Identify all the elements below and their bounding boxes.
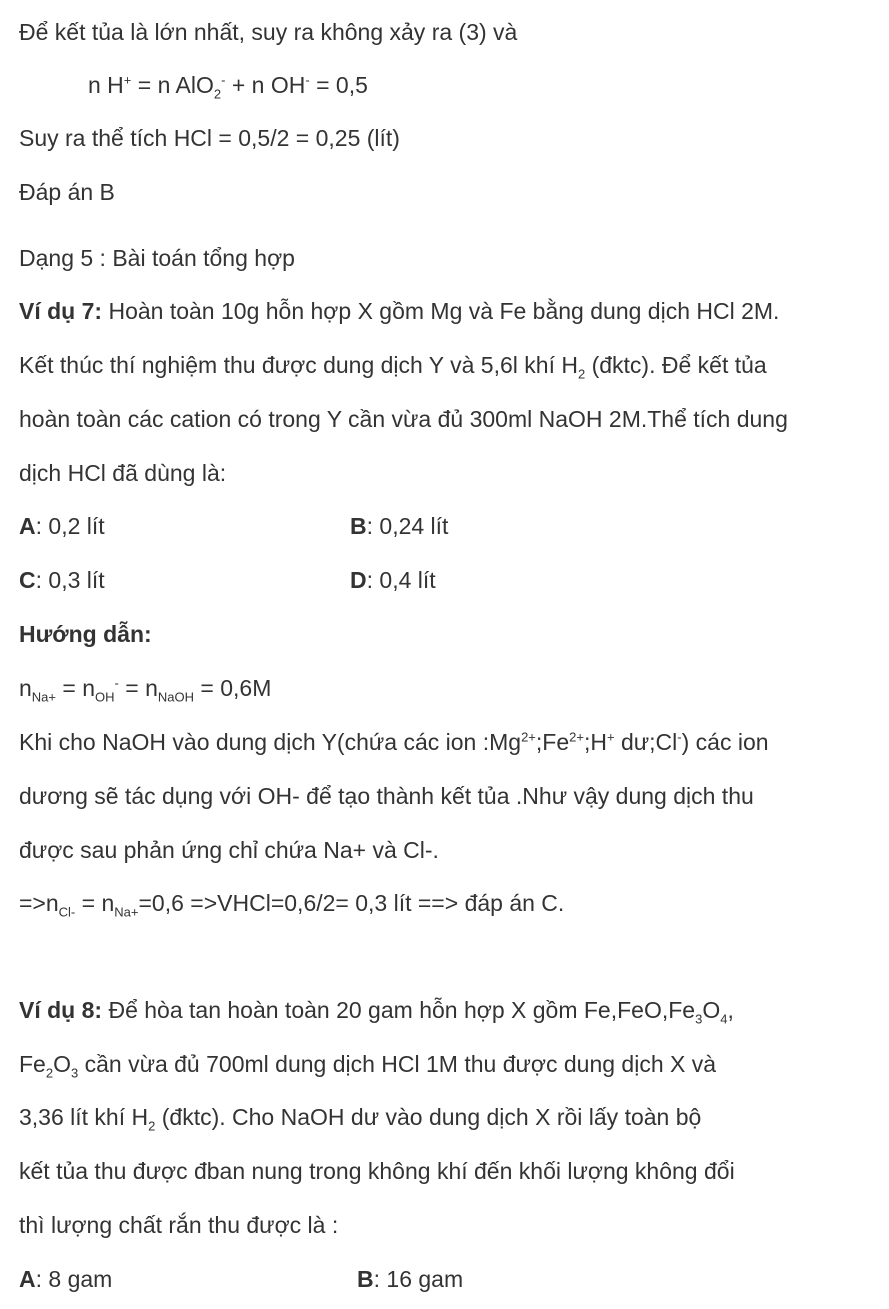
example-7-line-2	[19, 351, 767, 382]
option-d	[350, 566, 436, 594]
text-span: Fe	[19, 1051, 46, 1077]
text-span: ,	[727, 997, 734, 1023]
option-a	[19, 1265, 112, 1293]
eq-part: n	[19, 675, 32, 701]
superscript: +	[606, 729, 615, 745]
superscript: -	[305, 72, 310, 88]
subscript: 2	[45, 1065, 54, 1081]
option-text: : 0,24 lít	[366, 513, 449, 539]
option-text: : 0,3 lít	[35, 567, 105, 593]
example-8-line-4: kết tủa thu được đban nung trong không khí đến khối lượng không đổi	[19, 1158, 735, 1184]
example-label: Ví dụ 7:	[19, 298, 103, 324]
text-span: cần vừa đủ 700ml dung dịch HCl 1M thu được dung dịch X và	[78, 1051, 717, 1077]
section-heading: Dạng 5 : Bài toán tổng hợp	[19, 245, 295, 271]
option-key: B	[357, 1266, 374, 1292]
subscript: OH	[95, 689, 115, 705]
superscript: -	[221, 72, 226, 88]
eq-part: =0,6 =>VHCl=0,6/2= 0,3 lít ==> đáp án C.	[138, 890, 565, 916]
subscript: Na+	[31, 689, 57, 705]
answer-line: Đáp án B	[19, 179, 115, 205]
eq-part: = n	[75, 890, 115, 916]
equation-line	[88, 71, 368, 102]
eq-part: = 0,6M	[194, 675, 272, 701]
example-7-line-3: hoàn toàn các cation có trong Y cần vừa đủ 300ml NaOH 2M.Thể tích dung	[19, 406, 788, 432]
equation-line	[19, 674, 272, 705]
equation-line	[19, 889, 565, 920]
eq-part: + n OH	[225, 72, 306, 98]
text-span: Khi cho NaOH vào dung dịch Y(chứa các ion :Mg	[19, 729, 522, 755]
option-text: : 0,2 lít	[35, 513, 105, 539]
subscript: 2	[213, 86, 222, 102]
example-8-line-1	[19, 996, 734, 1027]
subscript: 2	[577, 366, 586, 382]
subscript: Cl-	[58, 904, 76, 920]
text-span: ;Fe	[535, 729, 570, 755]
option-c	[19, 566, 105, 594]
subscript: Na+	[114, 904, 139, 920]
option-key: C	[19, 567, 36, 593]
text-span: (đktc). Để kết tủa	[585, 352, 767, 378]
guide-heading: Hướng dẫn:	[19, 621, 152, 647]
option-key: A	[19, 1266, 36, 1292]
eq-part: = n	[56, 675, 96, 701]
text-span: (đktc). Cho NaOH dư vào dung dịch X rồi lấy toàn bộ	[155, 1104, 702, 1130]
text-span: Kết thúc thí nghiệm thu được dung dịch Y và 5,6l khí H	[19, 352, 578, 378]
text-line: Suy ra thể tích HCl = 0,5/2 = 0,25 (lít)	[19, 125, 400, 151]
option-key: B	[350, 513, 367, 539]
subscript: NaOH	[157, 689, 195, 705]
text-line: Để kết tủa là lớn nhất, suy ra không xảy ra (3) và	[19, 19, 518, 45]
option-key: D	[350, 567, 367, 593]
text-span: ;H	[583, 729, 607, 755]
option-text: : 8 gam	[35, 1266, 113, 1292]
example-8-line-5: thì lượng chất rắn thu được là :	[19, 1212, 339, 1238]
text-span: O	[53, 1051, 71, 1077]
superscript: +	[123, 72, 132, 88]
option-b	[357, 1265, 463, 1293]
text-span: O	[702, 997, 721, 1023]
eq-part: = 0,5	[309, 72, 368, 98]
subscript: 2	[148, 1118, 156, 1134]
example-8-line-3	[19, 1103, 702, 1134]
text-span: ) các ion	[681, 729, 769, 755]
option-text: : 0,4 lít	[366, 567, 436, 593]
guide-line-2: dương sẽ tác dụng với OH- để tạo thành kết tủa .Như vậy dung dịch thu	[19, 783, 754, 809]
subscript: 4	[720, 1011, 728, 1027]
text-span: Để hòa tan hoàn toàn 20 gam hỗn hợp X gồm Fe,FeO,Fe	[102, 997, 696, 1023]
eq-part: = n AlO	[131, 72, 214, 98]
text-span: 3,36 lít khí H	[19, 1104, 149, 1130]
eq-part: =>n	[19, 890, 59, 916]
option-a	[19, 512, 105, 540]
example-label: Ví dụ 8:	[19, 997, 103, 1023]
example-8-line-2	[19, 1050, 717, 1081]
superscript: -	[114, 675, 119, 691]
guide-line-3: được sau phản ứng chỉ chứa Na+ và Cl-.	[19, 837, 439, 863]
option-text: : 16 gam	[373, 1266, 464, 1292]
guide-line-1	[19, 728, 769, 756]
subscript: 3	[695, 1011, 703, 1027]
eq-part: = n	[118, 675, 158, 701]
option-b	[350, 512, 448, 540]
example-7-line-1	[19, 297, 779, 325]
superscript: -	[677, 729, 682, 745]
subscript: 3	[70, 1065, 79, 1081]
superscript: 2+	[569, 729, 584, 745]
superscript: 2+	[521, 729, 536, 745]
text-span: dư;Cl	[614, 729, 678, 755]
example-7-line-4: dịch HCl đã dùng là:	[19, 460, 227, 486]
text-span: Hoàn toàn 10g hỗn hợp X gồm Mg và Fe bằng dung dịch HCl 2M.	[102, 298, 780, 324]
option-key: A	[19, 513, 36, 539]
eq-part: n H	[88, 72, 124, 98]
